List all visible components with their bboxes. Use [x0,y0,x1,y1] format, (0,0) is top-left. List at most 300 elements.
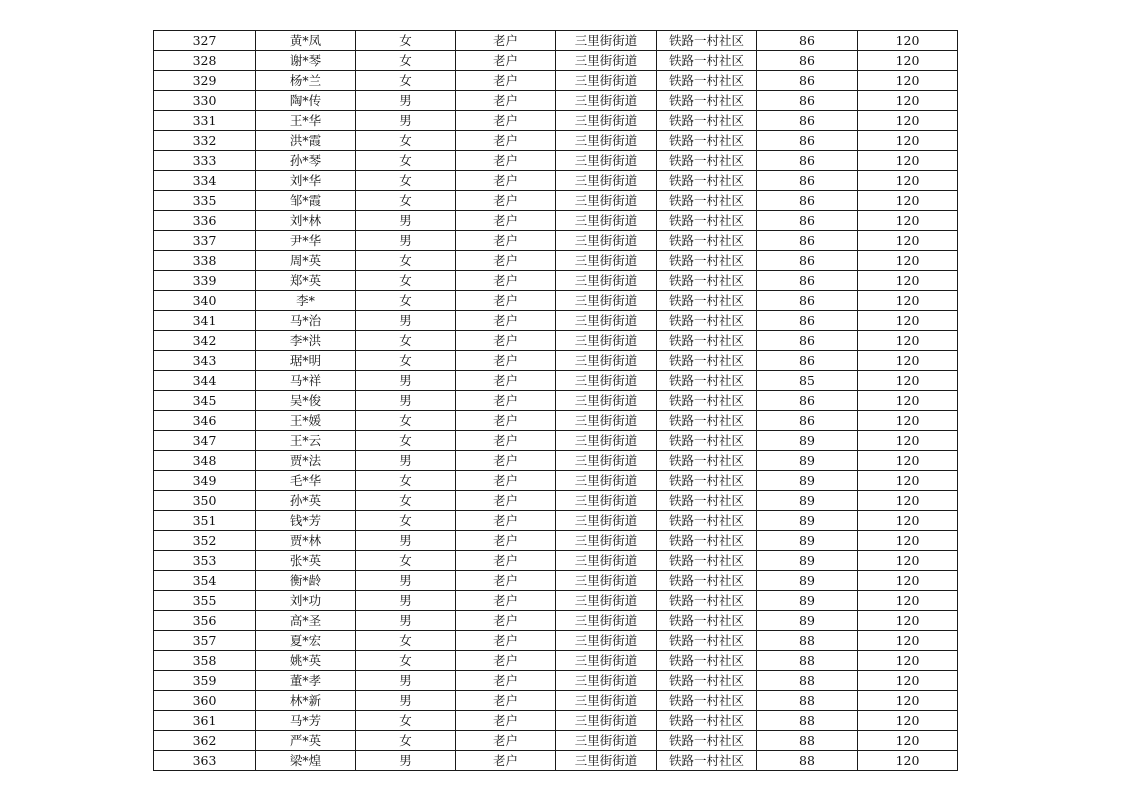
household-type-cell: 老户 [456,511,556,531]
household-type-cell: 老户 [456,171,556,191]
row-number-cell: 349 [154,471,256,491]
row-number-cell: 331 [154,111,256,131]
row-number-cell: 363 [154,751,256,771]
street-office-cell: 三里街街道 [556,371,657,391]
name-cell: 刘*华 [256,171,356,191]
row-number-cell: 360 [154,691,256,711]
score-cell: 86 [757,111,858,131]
amount-cell: 120 [858,131,958,151]
community-cell: 铁路一村社区 [657,171,757,191]
name-cell: 郑*英 [256,271,356,291]
amount-cell: 120 [858,691,958,711]
score-cell: 88 [757,731,858,751]
row-number-cell: 330 [154,91,256,111]
street-office-cell: 三里街街道 [556,471,657,491]
gender-cell: 女 [356,731,456,751]
community-cell: 铁路一村社区 [657,691,757,711]
gender-cell: 男 [356,751,456,771]
amount-cell: 120 [858,571,958,591]
community-cell: 铁路一村社区 [657,131,757,151]
name-cell: 马*芳 [256,711,356,731]
street-office-cell: 三里街街道 [556,191,657,211]
row-number-cell: 359 [154,671,256,691]
amount-cell: 120 [858,231,958,251]
score-cell: 86 [757,191,858,211]
row-number-cell: 347 [154,431,256,451]
community-cell: 铁路一村社区 [657,591,757,611]
community-cell: 铁路一村社区 [657,711,757,731]
gender-cell: 女 [356,71,456,91]
gender-cell: 男 [356,211,456,231]
street-office-cell: 三里街街道 [556,631,657,651]
amount-cell: 120 [858,471,958,491]
row-number-cell: 339 [154,271,256,291]
name-cell: 贾*法 [256,451,356,471]
score-cell: 86 [757,311,858,331]
household-type-cell: 老户 [456,311,556,331]
name-cell: 高*圣 [256,611,356,631]
row-number-cell: 336 [154,211,256,231]
gender-cell: 女 [356,651,456,671]
street-office-cell: 三里街街道 [556,591,657,611]
amount-cell: 120 [858,151,958,171]
amount-cell: 120 [858,51,958,71]
row-number-cell: 337 [154,231,256,251]
household-type-cell: 老户 [456,531,556,551]
amount-cell: 120 [858,111,958,131]
amount-cell: 120 [858,291,958,311]
household-type-cell: 老户 [456,651,556,671]
gender-cell: 男 [356,311,456,331]
score-cell: 88 [757,671,858,691]
score-cell: 86 [757,271,858,291]
row-number-cell: 354 [154,571,256,591]
row-number-cell: 329 [154,71,256,91]
household-type-cell: 老户 [456,231,556,251]
row-number-cell: 332 [154,131,256,151]
street-office-cell: 三里街街道 [556,651,657,671]
name-cell: 夏*宏 [256,631,356,651]
name-cell: 孙*琴 [256,151,356,171]
household-type-cell: 老户 [456,91,556,111]
community-cell: 铁路一村社区 [657,511,757,531]
gender-cell: 女 [356,291,456,311]
amount-cell: 120 [858,751,958,771]
row-number-cell: 333 [154,151,256,171]
amount-cell: 120 [858,211,958,231]
row-number-cell: 334 [154,171,256,191]
table-row [154,451,958,471]
table-row [154,431,958,451]
street-office-cell: 三里街街道 [556,671,657,691]
score-cell: 89 [757,511,858,531]
score-cell: 89 [757,471,858,491]
table-row [154,71,958,91]
street-office-cell: 三里街街道 [556,111,657,131]
amount-cell: 120 [858,671,958,691]
gender-cell: 女 [356,471,456,491]
name-cell: 姚*英 [256,651,356,671]
table-row [154,251,958,271]
row-number-cell: 361 [154,711,256,731]
name-cell: 王*媛 [256,411,356,431]
community-cell: 铁路一村社区 [657,311,757,331]
street-office-cell: 三里街街道 [556,171,657,191]
table-row [154,551,958,571]
gender-cell: 男 [356,531,456,551]
street-office-cell: 三里街街道 [556,71,657,91]
gender-cell: 男 [356,591,456,611]
name-cell: 张*英 [256,551,356,571]
name-cell: 钱*芳 [256,511,356,531]
row-number-cell: 357 [154,631,256,651]
amount-cell: 120 [858,491,958,511]
household-type-cell: 老户 [456,451,556,471]
amount-cell: 120 [858,531,958,551]
table-row [154,191,958,211]
name-cell: 洪*霞 [256,131,356,151]
household-type-cell: 老户 [456,671,556,691]
amount-cell: 120 [858,431,958,451]
household-type-cell: 老户 [456,211,556,231]
amount-cell: 120 [858,191,958,211]
household-type-cell: 老户 [456,191,556,211]
community-cell: 铁路一村社区 [657,731,757,751]
table-row [154,411,958,431]
amount-cell: 120 [858,331,958,351]
amount-cell: 120 [858,251,958,271]
name-cell: 李* [256,291,356,311]
row-number-cell: 342 [154,331,256,351]
community-cell: 铁路一村社区 [657,91,757,111]
table-row [154,331,958,351]
household-type-cell: 老户 [456,431,556,451]
row-number-cell: 345 [154,391,256,411]
row-number-cell: 340 [154,291,256,311]
household-type-cell: 老户 [456,731,556,751]
gender-cell: 男 [356,691,456,711]
street-office-cell: 三里街街道 [556,711,657,731]
household-type-cell: 老户 [456,591,556,611]
street-office-cell: 三里街街道 [556,331,657,351]
table-row [154,31,958,51]
name-cell: 马*治 [256,311,356,331]
score-cell: 89 [757,431,858,451]
gender-cell: 女 [356,631,456,651]
gender-cell: 女 [356,511,456,531]
score-cell: 88 [757,751,858,771]
row-number-cell: 352 [154,531,256,551]
community-cell: 铁路一村社区 [657,471,757,491]
community-cell: 铁路一村社区 [657,671,757,691]
community-cell: 铁路一村社区 [657,751,757,771]
community-cell: 铁路一村社区 [657,291,757,311]
score-cell: 86 [757,31,858,51]
household-type-cell: 老户 [456,551,556,571]
community-cell: 铁路一村社区 [657,491,757,511]
row-number-cell: 341 [154,311,256,331]
street-office-cell: 三里街街道 [556,411,657,431]
table-body [154,31,958,771]
row-number-cell: 344 [154,371,256,391]
street-office-cell: 三里街街道 [556,491,657,511]
amount-cell: 120 [858,411,958,431]
name-cell: 李*洪 [256,331,356,351]
amount-cell: 120 [858,611,958,631]
table-row [154,471,958,491]
name-cell: 梁*煌 [256,751,356,771]
gender-cell: 女 [356,151,456,171]
data-table [153,30,958,771]
street-office-cell: 三里街街道 [556,511,657,531]
name-cell: 陶*传 [256,91,356,111]
community-cell: 铁路一村社区 [657,451,757,471]
table-row [154,311,958,331]
street-office-cell: 三里街街道 [556,531,657,551]
community-cell: 铁路一村社区 [657,651,757,671]
household-type-cell: 老户 [456,631,556,651]
table-row [154,531,958,551]
amount-cell: 120 [858,511,958,531]
street-office-cell: 三里街街道 [556,551,657,571]
table-row [154,271,958,291]
row-number-cell: 351 [154,511,256,531]
household-type-cell: 老户 [456,291,556,311]
street-office-cell: 三里街街道 [556,251,657,271]
street-office-cell: 三里街街道 [556,291,657,311]
household-type-cell: 老户 [456,411,556,431]
name-cell: 王*云 [256,431,356,451]
score-cell: 89 [757,451,858,471]
household-type-cell: 老户 [456,471,556,491]
table-row [154,651,958,671]
amount-cell: 120 [858,631,958,651]
score-cell: 86 [757,151,858,171]
name-cell: 刘*林 [256,211,356,231]
score-cell: 86 [757,51,858,71]
row-number-cell: 353 [154,551,256,571]
score-cell: 88 [757,631,858,651]
amount-cell: 120 [858,371,958,391]
community-cell: 铁路一村社区 [657,71,757,91]
name-cell: 贾*林 [256,531,356,551]
row-number-cell: 356 [154,611,256,631]
household-type-cell: 老户 [456,151,556,171]
name-cell: 衡*龄 [256,571,356,591]
score-cell: 89 [757,611,858,631]
row-number-cell: 338 [154,251,256,271]
name-cell: 马*祥 [256,371,356,391]
name-cell: 毛*华 [256,471,356,491]
amount-cell: 120 [858,31,958,51]
table-row [154,231,958,251]
gender-cell: 女 [356,551,456,571]
amount-cell: 120 [858,551,958,571]
name-cell: 王*华 [256,111,356,131]
name-cell: 周*英 [256,251,356,271]
table-row [154,51,958,71]
amount-cell: 120 [858,591,958,611]
gender-cell: 女 [356,51,456,71]
name-cell: 黄*凤 [256,31,356,51]
spreadsheet-page [153,30,957,771]
gender-cell: 女 [356,411,456,431]
table-row [154,751,958,771]
score-cell: 86 [757,391,858,411]
table-row [154,731,958,751]
community-cell: 铁路一村社区 [657,231,757,251]
household-type-cell: 老户 [456,351,556,371]
table-row [154,351,958,371]
amount-cell: 120 [858,71,958,91]
community-cell: 铁路一村社区 [657,571,757,591]
table-row [154,691,958,711]
household-type-cell: 老户 [456,491,556,511]
community-cell: 铁路一村社区 [657,151,757,171]
score-cell: 86 [757,91,858,111]
table-row [154,91,958,111]
table-row [154,711,958,731]
community-cell: 铁路一村社区 [657,31,757,51]
household-type-cell: 老户 [456,51,556,71]
row-number-cell: 327 [154,31,256,51]
household-type-cell: 老户 [456,131,556,151]
score-cell: 86 [757,231,858,251]
gender-cell: 男 [356,91,456,111]
amount-cell: 120 [858,91,958,111]
amount-cell: 120 [858,651,958,671]
name-cell: 琚*明 [256,351,356,371]
score-cell: 86 [757,131,858,151]
gender-cell: 男 [356,111,456,131]
street-office-cell: 三里街街道 [556,211,657,231]
table-row [154,391,958,411]
amount-cell: 120 [858,451,958,471]
gender-cell: 女 [356,171,456,191]
gender-cell: 女 [356,191,456,211]
score-cell: 86 [757,71,858,91]
household-type-cell: 老户 [456,251,556,271]
row-number-cell: 355 [154,591,256,611]
amount-cell: 120 [858,311,958,331]
community-cell: 铁路一村社区 [657,531,757,551]
table-row [154,211,958,231]
community-cell: 铁路一村社区 [657,411,757,431]
gender-cell: 男 [356,231,456,251]
gender-cell: 女 [356,251,456,271]
gender-cell: 男 [356,391,456,411]
community-cell: 铁路一村社区 [657,551,757,571]
street-office-cell: 三里街街道 [556,271,657,291]
community-cell: 铁路一村社区 [657,331,757,351]
household-type-cell: 老户 [456,111,556,131]
table-row [154,291,958,311]
score-cell: 86 [757,331,858,351]
household-type-cell: 老户 [456,271,556,291]
score-cell: 86 [757,171,858,191]
name-cell: 严*英 [256,731,356,751]
score-cell: 86 [757,291,858,311]
gender-cell: 女 [356,711,456,731]
gender-cell: 男 [356,671,456,691]
name-cell: 董*孝 [256,671,356,691]
table-row [154,131,958,151]
table-row [154,571,958,591]
street-office-cell: 三里街街道 [556,351,657,371]
household-type-cell: 老户 [456,611,556,631]
table-row [154,511,958,531]
gender-cell: 女 [356,31,456,51]
score-cell: 88 [757,691,858,711]
table-row [154,591,958,611]
street-office-cell: 三里街街道 [556,731,657,751]
community-cell: 铁路一村社区 [657,271,757,291]
street-office-cell: 三里街街道 [556,311,657,331]
community-cell: 铁路一村社区 [657,371,757,391]
score-cell: 89 [757,591,858,611]
street-office-cell: 三里街街道 [556,611,657,631]
household-type-cell: 老户 [456,331,556,351]
score-cell: 89 [757,551,858,571]
row-number-cell: 343 [154,351,256,371]
gender-cell: 男 [356,571,456,591]
score-cell: 89 [757,531,858,551]
table-row [154,631,958,651]
name-cell: 杨*兰 [256,71,356,91]
score-cell: 86 [757,211,858,231]
household-type-cell: 老户 [456,571,556,591]
name-cell: 谢*琴 [256,51,356,71]
row-number-cell: 350 [154,491,256,511]
row-number-cell: 335 [154,191,256,211]
street-office-cell: 三里街街道 [556,91,657,111]
street-office-cell: 三里街街道 [556,231,657,251]
street-office-cell: 三里街街道 [556,571,657,591]
amount-cell: 120 [858,171,958,191]
street-office-cell: 三里街街道 [556,391,657,411]
street-office-cell: 三里街街道 [556,751,657,771]
table-row [154,151,958,171]
street-office-cell: 三里街街道 [556,51,657,71]
street-office-cell: 三里街街道 [556,31,657,51]
score-cell: 88 [757,651,858,671]
score-cell: 86 [757,411,858,431]
name-cell: 吴*俊 [256,391,356,411]
community-cell: 铁路一村社区 [657,251,757,271]
community-cell: 铁路一村社区 [657,631,757,651]
score-cell: 88 [757,711,858,731]
table-row [154,171,958,191]
gender-cell: 女 [356,351,456,371]
gender-cell: 女 [356,131,456,151]
table-row [154,671,958,691]
name-cell: 尹*华 [256,231,356,251]
household-type-cell: 老户 [456,71,556,91]
amount-cell: 120 [858,711,958,731]
score-cell: 86 [757,351,858,371]
household-type-cell: 老户 [456,391,556,411]
street-office-cell: 三里街街道 [556,151,657,171]
gender-cell: 女 [356,271,456,291]
household-type-cell: 老户 [456,31,556,51]
gender-cell: 男 [356,611,456,631]
street-office-cell: 三里街街道 [556,451,657,471]
amount-cell: 120 [858,731,958,751]
score-cell: 89 [757,491,858,511]
community-cell: 铁路一村社区 [657,51,757,71]
row-number-cell: 358 [154,651,256,671]
table-row [154,491,958,511]
